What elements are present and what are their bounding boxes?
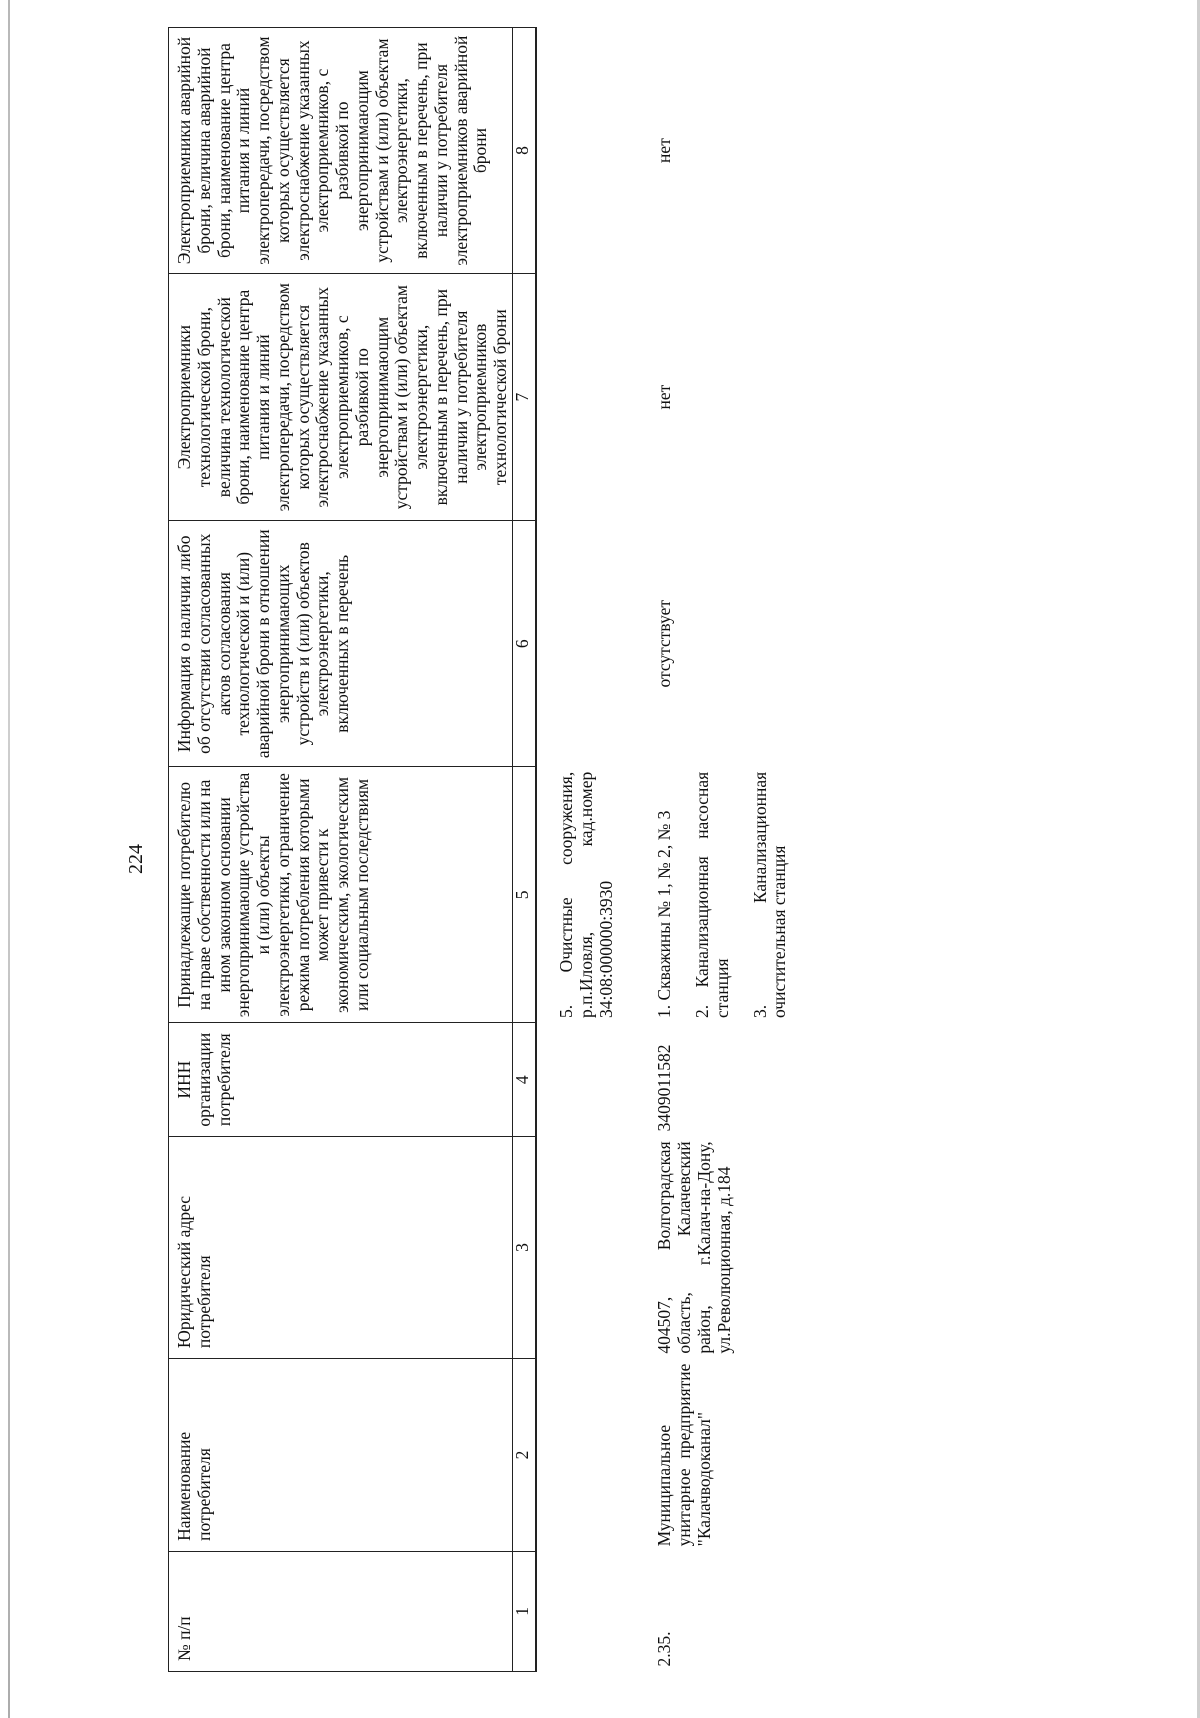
object-item: 3. Канализационная очистительная станция: [749, 771, 790, 1018]
column-number: 5: [513, 767, 537, 1023]
column-number: 8: [513, 28, 537, 274]
object-item: 1. Скважины № 1, № 2, № 3: [654, 810, 675, 1018]
column-number: 2: [513, 1359, 537, 1552]
column-number: 7: [513, 274, 537, 521]
table-row: [635, 28, 795, 1672]
header-acts-info: Информация о наличии либо об отсутствии согласованных актов согласования технологической и (или) аварийной брони в отношении энергопринимающих устройств и (или) объектов электроэнергетики, включенных в перечень: [169, 521, 513, 767]
column-number: 6: [513, 521, 537, 767]
avar-bron-value: нет: [654, 138, 675, 163]
header-avar-bron: Электроприемники аварийной брони, величина аварийной брони, наименование центра питания и линий электропередачи, посредством которых осуществляется электроснабжение указанных электроприемников, с разбивкой по энергопринимающим устройствам и (или) объектам электроэнергетики, включенным в перечень, при наличии у потребителя электроприемников аварийной брони: [169, 28, 513, 274]
table-header-row: [169, 28, 513, 1672]
column-number: 3: [513, 1136, 537, 1358]
column-number: 4: [513, 1023, 537, 1136]
consumer-name: Муниципальное унитарное предприятие "Калачводоканал": [654, 1363, 714, 1547]
consumer-table: [168, 27, 795, 1672]
header-inn: ИНН организации потребителя: [169, 1023, 513, 1136]
object-item: 2. Канализационная насосная станция: [692, 771, 732, 1018]
tech-bron-value: нет: [654, 384, 675, 410]
legal-address: 404507, Волгоградская область, Калачевский район, г.Калач-на-Дону, ул.Революционная, д.184: [654, 1141, 734, 1354]
inn-value: 3409011582: [654, 1044, 675, 1132]
continued-object-item: 5. Очистные сооружения, р.п.Иловля, кад.номер 34:08:000000:3930: [556, 771, 616, 1018]
column-number: 1: [513, 1551, 537, 1671]
header-tech-bron: Электроприемники технологической брони, величина технологической брони, наименование центра питания и линий электропередачи, посредством которых осуществляется электроснабжение указанных электроприемников, с разбивкой по энергопринимающим устройствам и (или) объектам электроэнергетики, включенным в перечень, при наличии у потребителя электроприемников технологической брони: [169, 274, 513, 521]
header-consumer-name: Наименование потребителя: [169, 1359, 513, 1552]
header-number: № п/п: [169, 1551, 513, 1671]
header-legal-address: Юридический адрес потребителя: [169, 1136, 513, 1358]
header-devices: Принадлежащие потребителю на праве собственности или на ином законном основании энергопринимающие устройства и (или) объекты электроэнергетики, ограничение режима потребления которыми может привести к экономическим, экологическим или социальным последствиям: [169, 767, 513, 1023]
column-number-row: [513, 28, 537, 1672]
row-number: 2.35.: [654, 1631, 675, 1667]
page-number: 224: [125, 844, 147, 874]
continuation-row: [536, 28, 635, 1672]
acts-value: отсутствует: [654, 599, 675, 688]
objects-cell: [635, 767, 795, 1023]
